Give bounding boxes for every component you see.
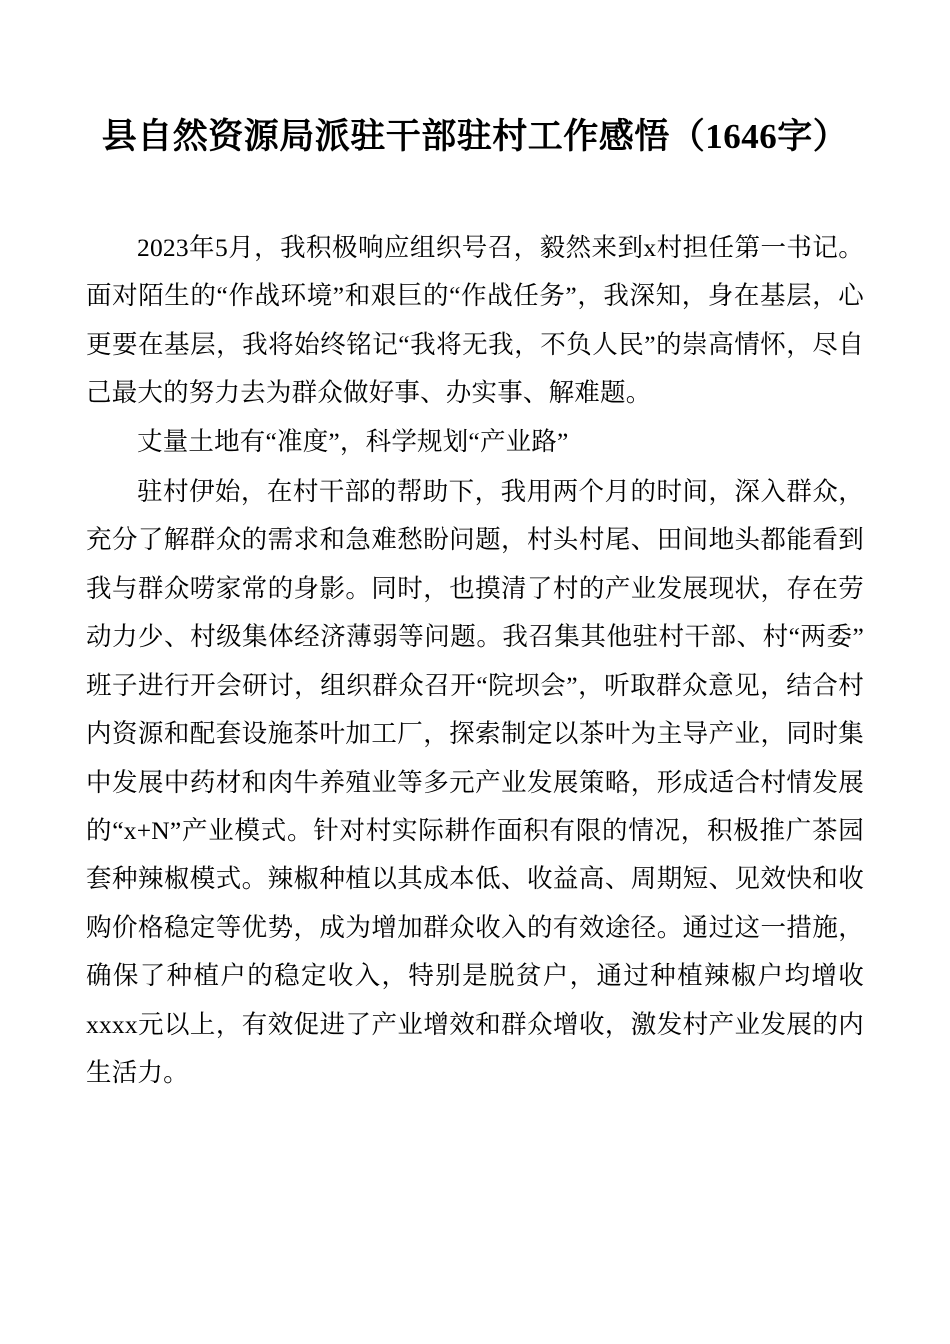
document-body [86, 224, 864, 1098]
paragraph: 2023年5月，我积极响应组织号召，毅然来到x村担任第一书记。面对陌生的“作战环境”和艰巨的“作战任务”，我深知，身在基层，心更要在基层，我将始终铭记“我将无我，不负人民”的崇高情怀，尽自己最大的努力去为群众做好事、办实事、解难题。 [86, 232, 864, 407]
paragraph: 驻村伊始，在村干部的帮助下，我用两个月的时间，深入群众，充分了解群众的需求和急难愁盼问题，村头村尾、田间地头都能看到我与群众唠家常的身影。同时，也摸清了村的产业发展现状，存在劳动力少、村级集体经济薄弱等问题。我召集其他驻村干部、村“两委”班子进行开会研讨，组织群众召开“院坝会”，听取群众意见，结合村内资源和配套设施茶叶加工厂，探索制定以茶叶为主导产业，同时集中发展中药材和肉牛养殖业等多元产业发展策略，形成适合村情发展的“x+N”产业模式。针对村实际耕作面积有限的情况，积极推广茶园套种辣椒模式。辣椒种植以其成本低、收益高、周期短、见效快和收购价格稳定等优势，成为增加群众收入的有效途径。通过这一措施，确保了种植户的稳定收入，特别是脱贫户，通过种植辣椒户均增收xxxx元以上，有效促进了产业增效和群众增收，激发村产业发展的内生活力。 [86, 476, 864, 1088]
paragraph: 丈量土地有“准度”，科学规划“产业路” [137, 427, 569, 457]
page-title: 县自然资源局派驻干部驻村工作感悟（1646字） [101, 117, 849, 156]
